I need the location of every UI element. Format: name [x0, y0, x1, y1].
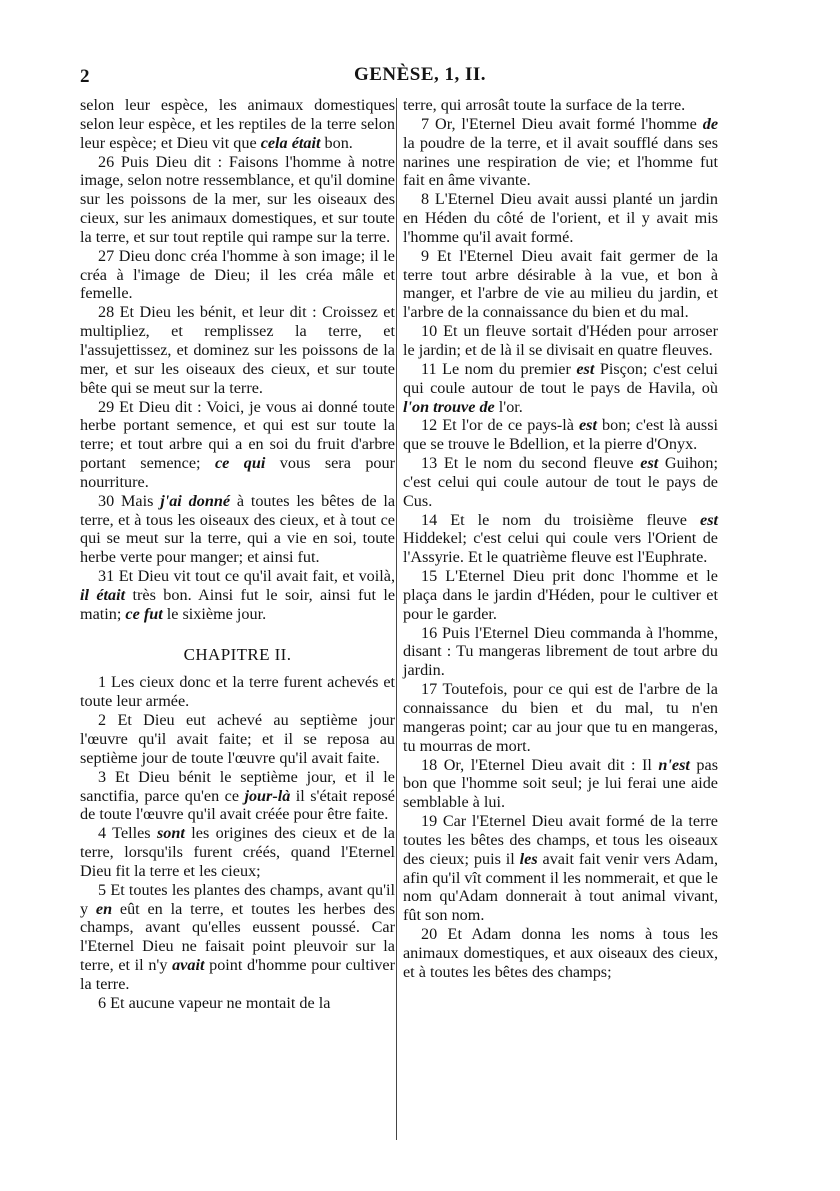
chapter-heading: CHAPITRE II. [183, 644, 292, 664]
verse-paragraph: selon leur espèce, les animaux domestiques selon leur espèce, et les reptiles de la terre selon leur espèce; et Dieu vit que cela était bon. [80, 96, 395, 152]
verse-paragraph: 16 Puis l'Eternel Dieu commanda à l'homme, disant : Tu mangeras librement de tout arbre du jardin. [403, 623, 718, 680]
column-divider [396, 98, 397, 1140]
left-column [80, 96, 395, 1013]
verse-paragraph: 28 Et Dieu les bénit, et leur dit : Croissez et multipliez, et remplissez la terre, et l'assujettissez, et dominez sur les poissons de la mer, et sur les oiseaux des cieux, et sur toute bête qui se meut sur la terre. [80, 303, 395, 397]
verse-paragraph: 12 Et l'or de ce pays-là est bon; c'est là aussi que se trouve le Bdellion, et la pierre d'Onyx. [403, 416, 718, 454]
verse-paragraph: 13 Et le nom du second fleuve est Guihon; c'est celui qui coule autour de tout le pays de Cus. [403, 454, 718, 510]
verse-paragraph: 5 Et toutes les plantes des champs, avant qu'il y en eût en la terre, et toutes les herbes des champs, avant qu'elles eussent poussé. Car l'Eternel Dieu ne faisait point pleuvoir sur la terre, et il n'y avait point d'homme pour cultiver la terre. [80, 880, 395, 993]
verse-paragraph: 15 L'Eternel Dieu prit donc l'homme et le plaça dans le jardin d'Héden, pour le cultiver et pour le garder. [403, 567, 718, 623]
page-number: 2 [80, 66, 90, 87]
running-head: GENÈSE, 1, II. [353, 64, 487, 85]
verse-paragraph: 27 Dieu donc créa l'homme à son image; il le créa à l'image de Dieu; il les créa mâle et femelle. [80, 246, 395, 303]
right-column [403, 96, 718, 982]
verse-paragraph: 14 Et le nom du troisième fleuve est Hiddekel; c'est celui qui coule vers l'Orient de l'Assyrie. Et le quatrième fleuve est l'Euphrate. [403, 510, 718, 567]
verse-paragraph: 31 Et Dieu vit tout ce qu'il avait fait, et voilà, il était très bon. Ainsi fut le soir, ainsi fut le matin; ce fut le sixième jour. [80, 567, 396, 623]
verse-paragraph: 29 Et Dieu dit : Voici, je vous ai donné toute herbe portant semence, et qui est sur toute la terre; et tout arbre qui a en soi du fruit d'arbre portant semence; ce qui vous sera pour nourriture. [80, 397, 395, 491]
verse-paragraph: terre, qui arrosât toute la surface de la terre. [403, 96, 686, 114]
verse-paragraph: 30 Mais j'ai donné à toutes les bêtes de la terre, et à tous les oiseaux des cieux, et à tout ce qui se meut sur la terre, qui a vie en soi, toute herbe verte pour manger; et ainsi fut. [80, 491, 396, 567]
verse-paragraph: 7 Or, l'Eternel Dieu avait formé l'homme de la poudre de la terre, et il avait soufflé dans ses narines une respiration de vie; et l'homme fut fait en âme vivante. [403, 114, 718, 190]
verse-paragraph: 1 Les cieux donc et la terre furent achevés et toute leur armée. [80, 673, 395, 711]
verse-paragraph: 4 Telles sont les origines des cieux et de la terre, lorsqu'ils furent créés, quand l'Eternel Dieu fit la terre et les cieux; [80, 824, 395, 880]
verse-paragraph: 17 Toutefois, pour ce qui est de l'arbre de la connaissance du bien et du mal, tu n'en mangeras point; car au jour que tu en mangeras, tu mourras de mort. [403, 680, 718, 755]
verse-paragraph: 20 Et Adam donna les noms à tous les animaux domestiques, et aux oiseaux des cieux, et à toutes les bêtes des champs; [403, 925, 718, 981]
verse-paragraph: 10 Et un fleuve sortait d'Héden pour arroser le jardin; et de là il se divisait en quatre fleuves. [403, 322, 718, 359]
verse-paragraph: 3 Et Dieu bénit le septième jour, et il le sanctifia, parce qu'en ce jour-là il s'était reposé de toute l'œuvre qu'il avait créée pour être faite. [80, 767, 395, 824]
verse-paragraph: 8 L'Eternel Dieu avait aussi planté un jardin en Héden du côté de l'orient, et il y avait mis l'homme qu'il avait formé. [403, 190, 718, 246]
verse-paragraph: 18 Or, l'Eternel Dieu avait dit : Il n'est pas bon que l'homme soit seul; je lui ferai une aide semblable à lui. [403, 755, 719, 812]
verse-paragraph: 26 Puis Dieu dit : Faisons l'homme à notre image, selon notre ressemblance, et qu'il domine sur les poissons de la mer, sur les oiseaux des cieux, sur les animaux domestiques, et sur toute la terre, et sur tout reptile qui rampe sur la terre. [80, 152, 395, 246]
verse-paragraph: 11 Le nom du premier est Pisçon; c'est celui qui coule autour de tout le pays de Havila, où l'on trouve de l'or. [403, 359, 718, 416]
verse-paragraph: 19 Car l'Eternel Dieu avait formé de la terre toutes les bêtes des champs, et tous les oiseaux des cieux; puis il les avait fait venir vers Adam, afin qu'il vît comment il les nommerait, et que le nom qu'Adam donnerait à tout animal vivant, fût son nom. [403, 812, 718, 925]
verse-paragraph: 9 Et l'Eternel Dieu avait fait germer de la terre tout arbre désirable à la vue, et bon à manger, et l'arbre de vie au milieu du jardin, et l'arbre de la connaissance du bien et du mal. [403, 246, 718, 322]
verse-paragraph: 2 Et Dieu eut achevé au septième jour l'œuvre qu'il avait faite; et il se reposa au septième jour de toute l'œuvre qu'il avait faite. [80, 711, 395, 767]
verse-paragraph: 6 Et aucune vapeur ne montait de la [98, 993, 331, 1012]
